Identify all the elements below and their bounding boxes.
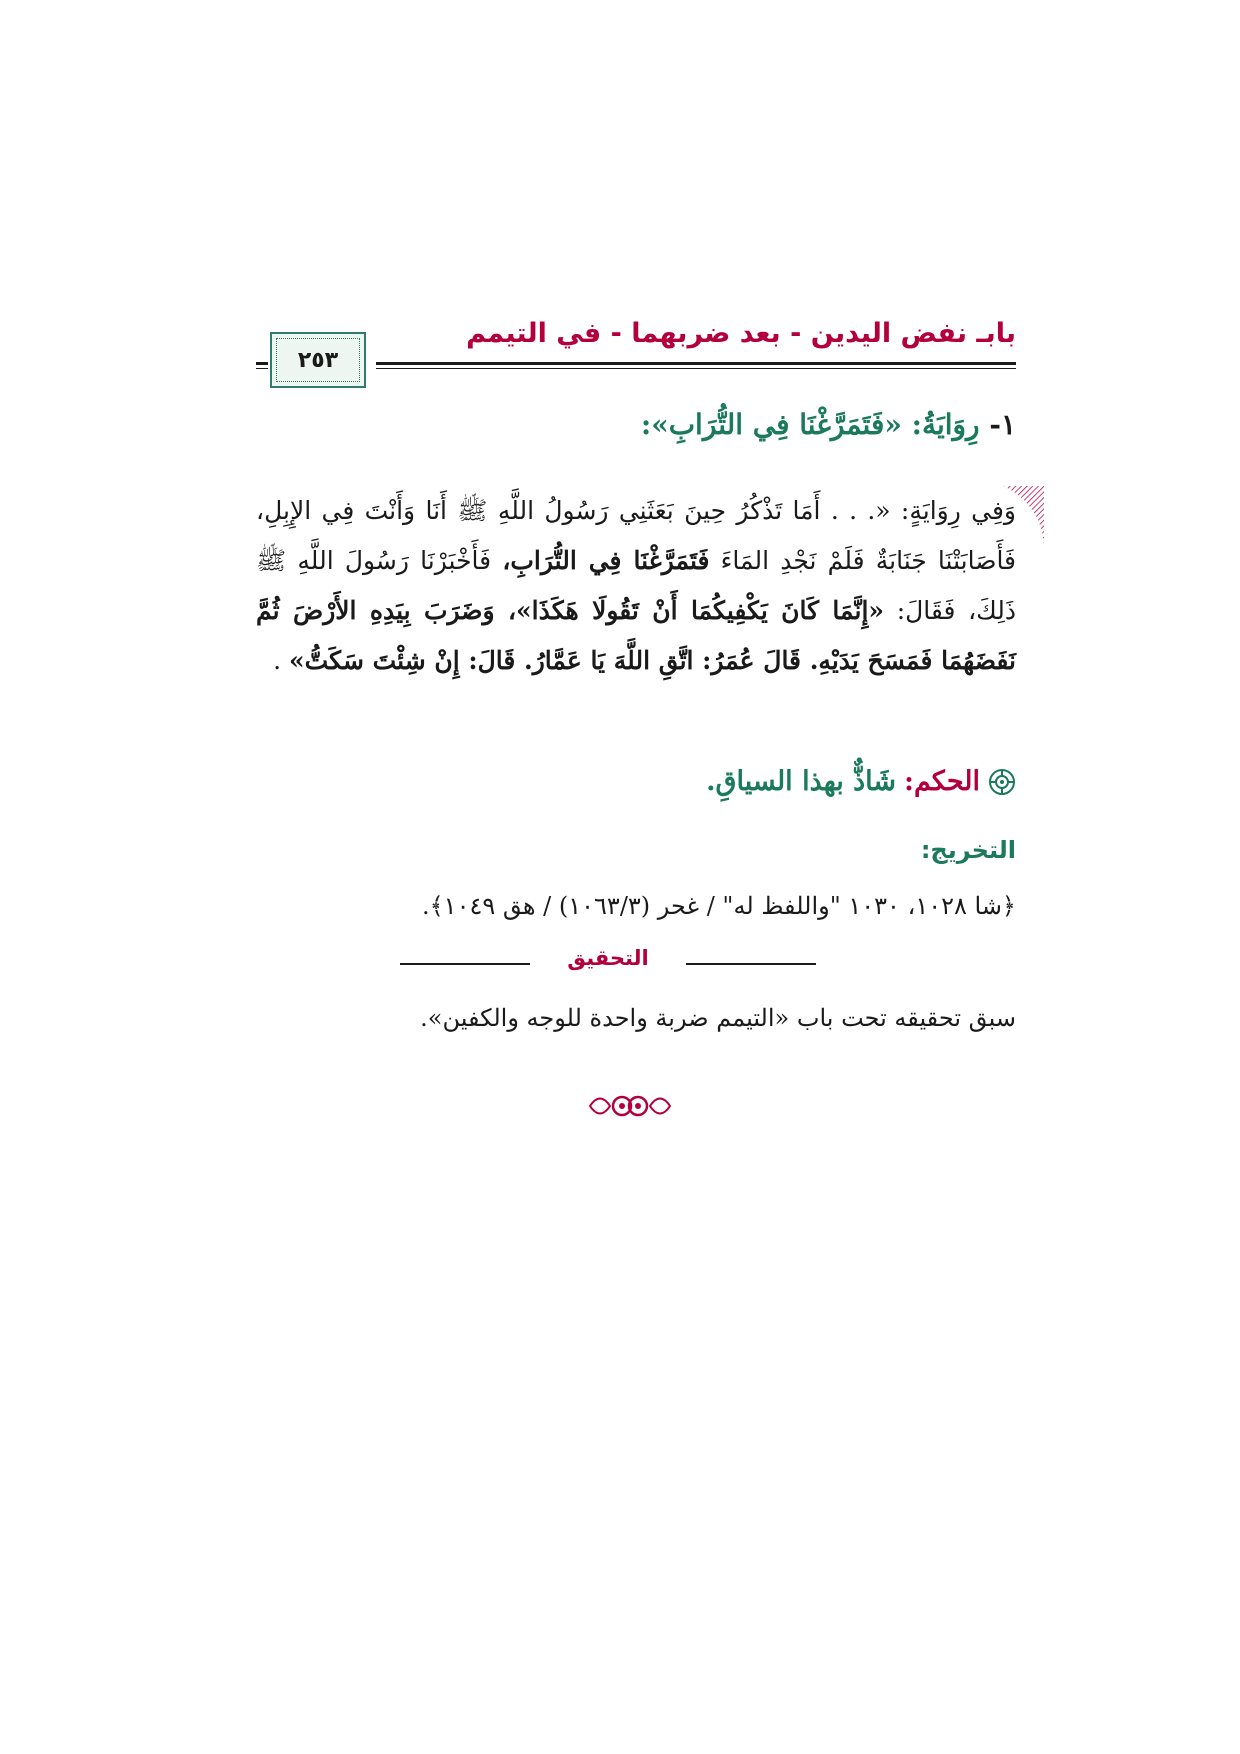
narration-part-2: فَأَخْبَرْنَا رَسُولَ اللَّهِ ﷺ ذَلِكَ، فَقَالَ: <box>256 546 1017 625</box>
chapter-title: بابـ نفض اليدين - بعد ضربهما - في التيمم <box>466 318 1016 349</box>
tahqiq-divider <box>400 944 816 984</box>
takhrij-text: ﴿شا ١٠٢٨، ١٠٣٠ "واللفظ له" / غحر (١٠٦٣/٣) / هق ١٠٤٩﴾. <box>421 892 1016 920</box>
ruling-line <box>256 766 1016 797</box>
tahqiq-note: سبق تحقيقه تحت باب «التيمم ضربة واحدة للوجه والكفين». <box>420 1004 1016 1032</box>
section-number: ١- <box>989 408 1016 441</box>
narration-end: . <box>273 646 282 675</box>
end-ornament-icon <box>580 1086 680 1126</box>
section-heading <box>256 408 1016 441</box>
narration-part-1: وَفِي رِوَايَةٍ: «. . . أَمَا تَذْكُرُ حِينَ بَعَثَنِي رَسُولُ اللَّهِ ﷺ أَنَا وَأَنْتَ فِي الإِبِلِ، فَأَصَابَتْنَا جَنَابَةٌ فَلَمْ نَجْدِ المَاءَ <box>256 496 1017 575</box>
header-rule-left-thin <box>256 368 268 369</box>
hadith-narration <box>256 486 1016 686</box>
ruling-label: الحكم: <box>903 766 980 797</box>
page-number: ٢٥٣ <box>297 347 339 373</box>
tahqiq-label: التحقيق <box>567 946 649 970</box>
narration-bold-2: «إِنَّمَا كَانَ يَكْفِيكُمَا أَنْ تَقُولَا هَكَذَا»، وَضَرَبَ بِيَدِهِ الأَرْضَ ثُمَّ نَفَضَهُمَا فَمَسَحَ يَدَيْهِ. قَالَ عُمَرُ: اتَّقِ اللَّهَ يَا عَمَّارُ. قَالَ: إِنْ شِئْتَ سَكَتُّ» <box>256 596 1016 675</box>
page-number-frame <box>270 332 366 388</box>
page-header <box>256 318 1016 390</box>
header-rule-left <box>256 362 268 365</box>
header-rule <box>376 362 1016 365</box>
narration-bold-1: فَتَمَرَّغْنَا فِي التُّرَابِ، <box>502 546 710 575</box>
flower-icon <box>988 768 1016 796</box>
section-title: رِوَايَةُ: «فَتَمَرَّغْنَا فِي التُّرَابِ»: <box>640 408 980 441</box>
takhrij-title: التخريج: <box>920 836 1016 864</box>
header-rule-thin <box>376 368 1016 369</box>
ruling-value: شَاذٌّ بهذا السياقِ. <box>706 766 896 797</box>
